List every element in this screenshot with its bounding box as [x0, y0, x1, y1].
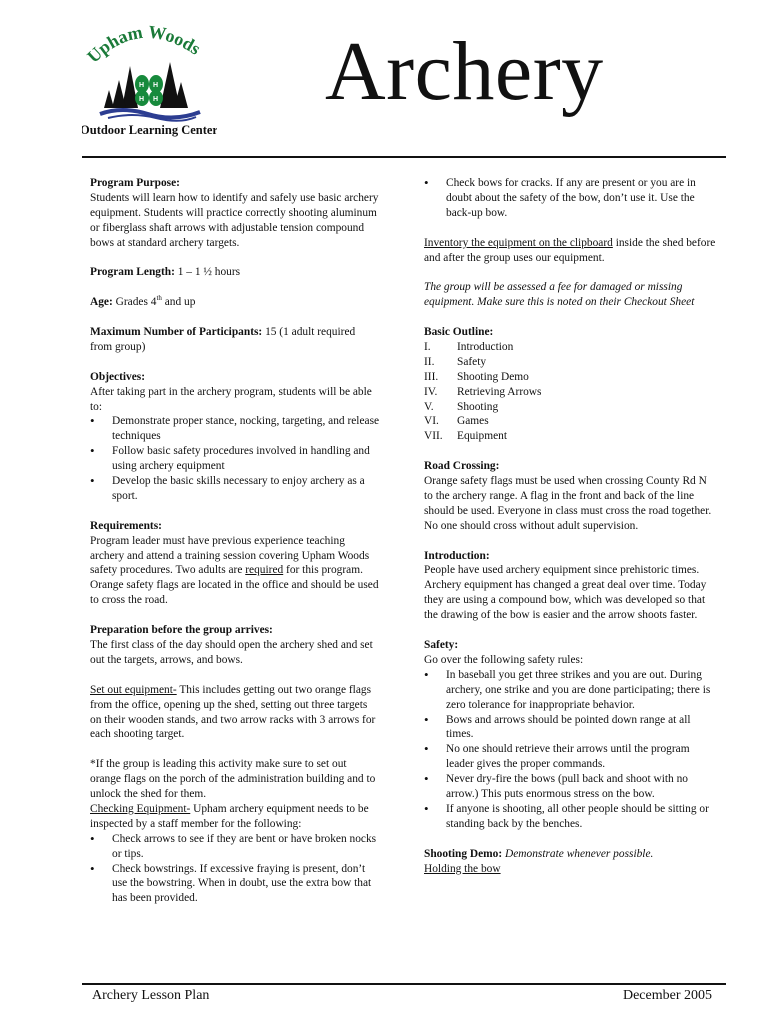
outline-num: I.	[424, 340, 431, 353]
requirements-heading: Requirements:	[90, 519, 162, 532]
page-title: Archery	[325, 25, 604, 118]
requirements-text-a: Program leader must have previous experience teaching archery and attend a training session covering Upham Woods safety procedures. Two adults are	[90, 534, 370, 577]
safety-intro: Go over the following safety rules:	[424, 653, 584, 666]
outline-item	[424, 400, 716, 415]
setout-label: Set out equipment-	[90, 683, 177, 696]
outline-num: V.	[424, 400, 434, 413]
purpose-section	[90, 176, 380, 251]
max-section	[90, 325, 380, 355]
preparation-text: The first class of the day should open the archery shed and set out the targets, arrows, and bows.	[90, 639, 373, 666]
logo-graphic	[82, 22, 217, 140]
outline-label: Introduction	[457, 340, 514, 353]
road-text: Orange safety flags must be used when crossing County Rd N to the archery range. A flag in the front and back of the line should be used. Everyone in class must cross the road together. No one should cross without adult supervision.	[424, 475, 712, 532]
outline-section	[424, 325, 716, 444]
outline-num: II.	[424, 355, 435, 368]
length-section	[90, 265, 380, 280]
outline-num: IV.	[424, 385, 438, 398]
road-section	[424, 459, 716, 534]
outline-item	[424, 340, 716, 355]
fee-note-section	[424, 280, 716, 310]
outline-label: Equipment	[457, 430, 507, 443]
outline-item	[424, 385, 716, 400]
objectives-intro: After taking part in the archery program, students will be able to:	[90, 385, 372, 413]
checking-list	[90, 832, 380, 907]
left-column	[90, 176, 380, 906]
svg-text:H: H	[153, 96, 159, 103]
intro-text: People have used archery equipment since prehistoric times. Archery equipment has changed a great deal over time. Today they are using a compound bow, which was developed so that the drawing of the bow is easier and the arrow shoots faster.	[424, 564, 707, 622]
safety-heading: Safety:	[424, 639, 459, 651]
objectives-list	[90, 414, 380, 503]
setout-text: This includes getting out two orange flags from the office, opening up the shed, setting out three targets on their wooden stands, and two arrow racks with 3 arrows for each shooting target.	[90, 683, 376, 741]
list-item: • Check arrows to see if they are bent or have broken nocks or tips.	[90, 832, 380, 862]
safety-section	[424, 638, 716, 832]
svg-text:H: H	[139, 82, 145, 89]
outline-label: Games	[457, 415, 489, 428]
list-item: • Follow basic safety procedures involved in handling and using archery equipment	[90, 444, 380, 474]
max-text: 15 (1 adult required from group)	[90, 326, 356, 353]
fee-note: The group will be assessed a fee for damaged or missing equipment. Make sure this is noted on their Checkout Sheet	[424, 281, 695, 309]
objectives-section	[90, 370, 380, 504]
outline-item	[424, 414, 716, 429]
holding-bow-subheading: Holding the bow	[424, 862, 501, 875]
purpose-heading: Program Purpose:	[90, 177, 180, 189]
outline-label: Retrieving Arrows	[457, 385, 542, 398]
preparation-section	[90, 623, 380, 668]
outline-item	[424, 355, 716, 370]
setout-section	[90, 683, 380, 743]
requirements-text-b: for this program. Orange safety flags are located in the office and should be used to cross the road.	[90, 564, 379, 607]
list-item: • If anyone is shooting, all other people should be sitting or standing back by the benches.	[424, 802, 716, 832]
outline-num: VII.	[424, 430, 443, 443]
outline-label: Shooting Demo	[457, 370, 529, 383]
logo-arc-text: Upham Woods	[83, 22, 205, 67]
intro-section	[424, 549, 716, 624]
checkbows-section	[424, 176, 716, 221]
age-section	[90, 295, 380, 310]
header-divider	[82, 156, 726, 158]
max-heading: Maximum Number of Participants:	[90, 326, 263, 339]
age-heading: Age:	[90, 296, 113, 309]
demo-heading: Shooting Demo:	[424, 847, 503, 860]
inventory-text: inside the shed before and after the group uses our equipment.	[424, 236, 716, 264]
safety-list	[424, 668, 716, 832]
right-column	[424, 176, 716, 876]
list-item: • Check bows for cracks. If any are present or you are in doubt about the safety of the bow, don’t use it. Use the back-up bow.	[424, 176, 716, 221]
inventory-underlined: Inventory the equipment on the clipboard	[424, 236, 613, 249]
upham-woods-logo	[82, 22, 217, 140]
footer-divider	[82, 983, 726, 985]
footer-date: December 2005	[622, 988, 712, 1003]
list-item: • Never dry-fire the bows (pull back and shoot with no arrow.) This puts enormous stress on the bow.	[424, 772, 716, 802]
requirements-underlined: required	[245, 564, 284, 577]
list-item: • Develop the basic skills necessary to enjoy archery as a sport.	[90, 474, 380, 504]
list-item: • No one should retrieve their arrows until the program leader gives the proper commands.	[424, 742, 716, 772]
footer-document-name: Archery Lesson Plan	[92, 988, 210, 1003]
list-item: • Bows and arrows should be pointed down range at all times.	[424, 713, 716, 743]
checking-section	[90, 757, 380, 906]
svg-text:H: H	[139, 96, 145, 103]
demo-text: Demonstrate whenever possible.	[502, 847, 654, 860]
group-note: *If the group is leading this activity make sure to set out orange flags on the porch of the administration building and to unlock the shed for them.	[90, 758, 376, 801]
age-sup: th	[156, 294, 162, 303]
objectives-heading: Objectives:	[90, 370, 146, 383]
outline-num: VI.	[424, 415, 439, 428]
checking-text: Upham archery equipment needs to be inspected by a staff member for the following:	[90, 802, 369, 830]
outline-label: Safety	[457, 355, 487, 368]
outline-list	[424, 340, 716, 444]
intro-heading: Introduction:	[424, 549, 490, 562]
checking-label: Checking Equipment-	[90, 802, 191, 815]
preparation-heading: Preparation before the group arrives:	[90, 624, 273, 637]
inventory-section	[424, 236, 716, 266]
purpose-text: Students will learn how to identify and safely use basic archery equipment. Students will practice correctly shooting aluminum or fiberglass shaft arrows with adjustable tension compound bows at standard archery targets.	[90, 191, 379, 249]
road-heading: Road Crossing:	[424, 460, 500, 473]
age-post: and up	[161, 296, 196, 309]
list-item: • In baseball you get three strikes and you are out. During archery, one strike and you are done participating; there is zero tolerance for inappropriate behavior.	[424, 668, 716, 713]
logo-bottom-text: Outdoor Learning Center	[82, 123, 217, 137]
outline-label: Shooting	[457, 400, 499, 413]
demo-section	[424, 847, 716, 877]
outline-item	[424, 429, 716, 444]
outline-item	[424, 370, 716, 385]
outline-num: III.	[424, 370, 439, 383]
list-item: • Demonstrate proper stance, nocking, targeting, and release techniques	[90, 414, 380, 444]
age-pre: Grades 4	[112, 296, 157, 309]
svg-text:H: H	[153, 82, 159, 89]
outline-heading: Basic Outline:	[424, 326, 494, 339]
list-item: • Check bowstrings. If excessive fraying is present, don’t use the bowstring. When in doubt, use the extra bow that has been provided.	[90, 862, 380, 907]
length-text: 1 – 1 ½ hours	[174, 266, 241, 279]
requirements-section	[90, 519, 380, 608]
length-heading: Program Length:	[90, 266, 175, 279]
